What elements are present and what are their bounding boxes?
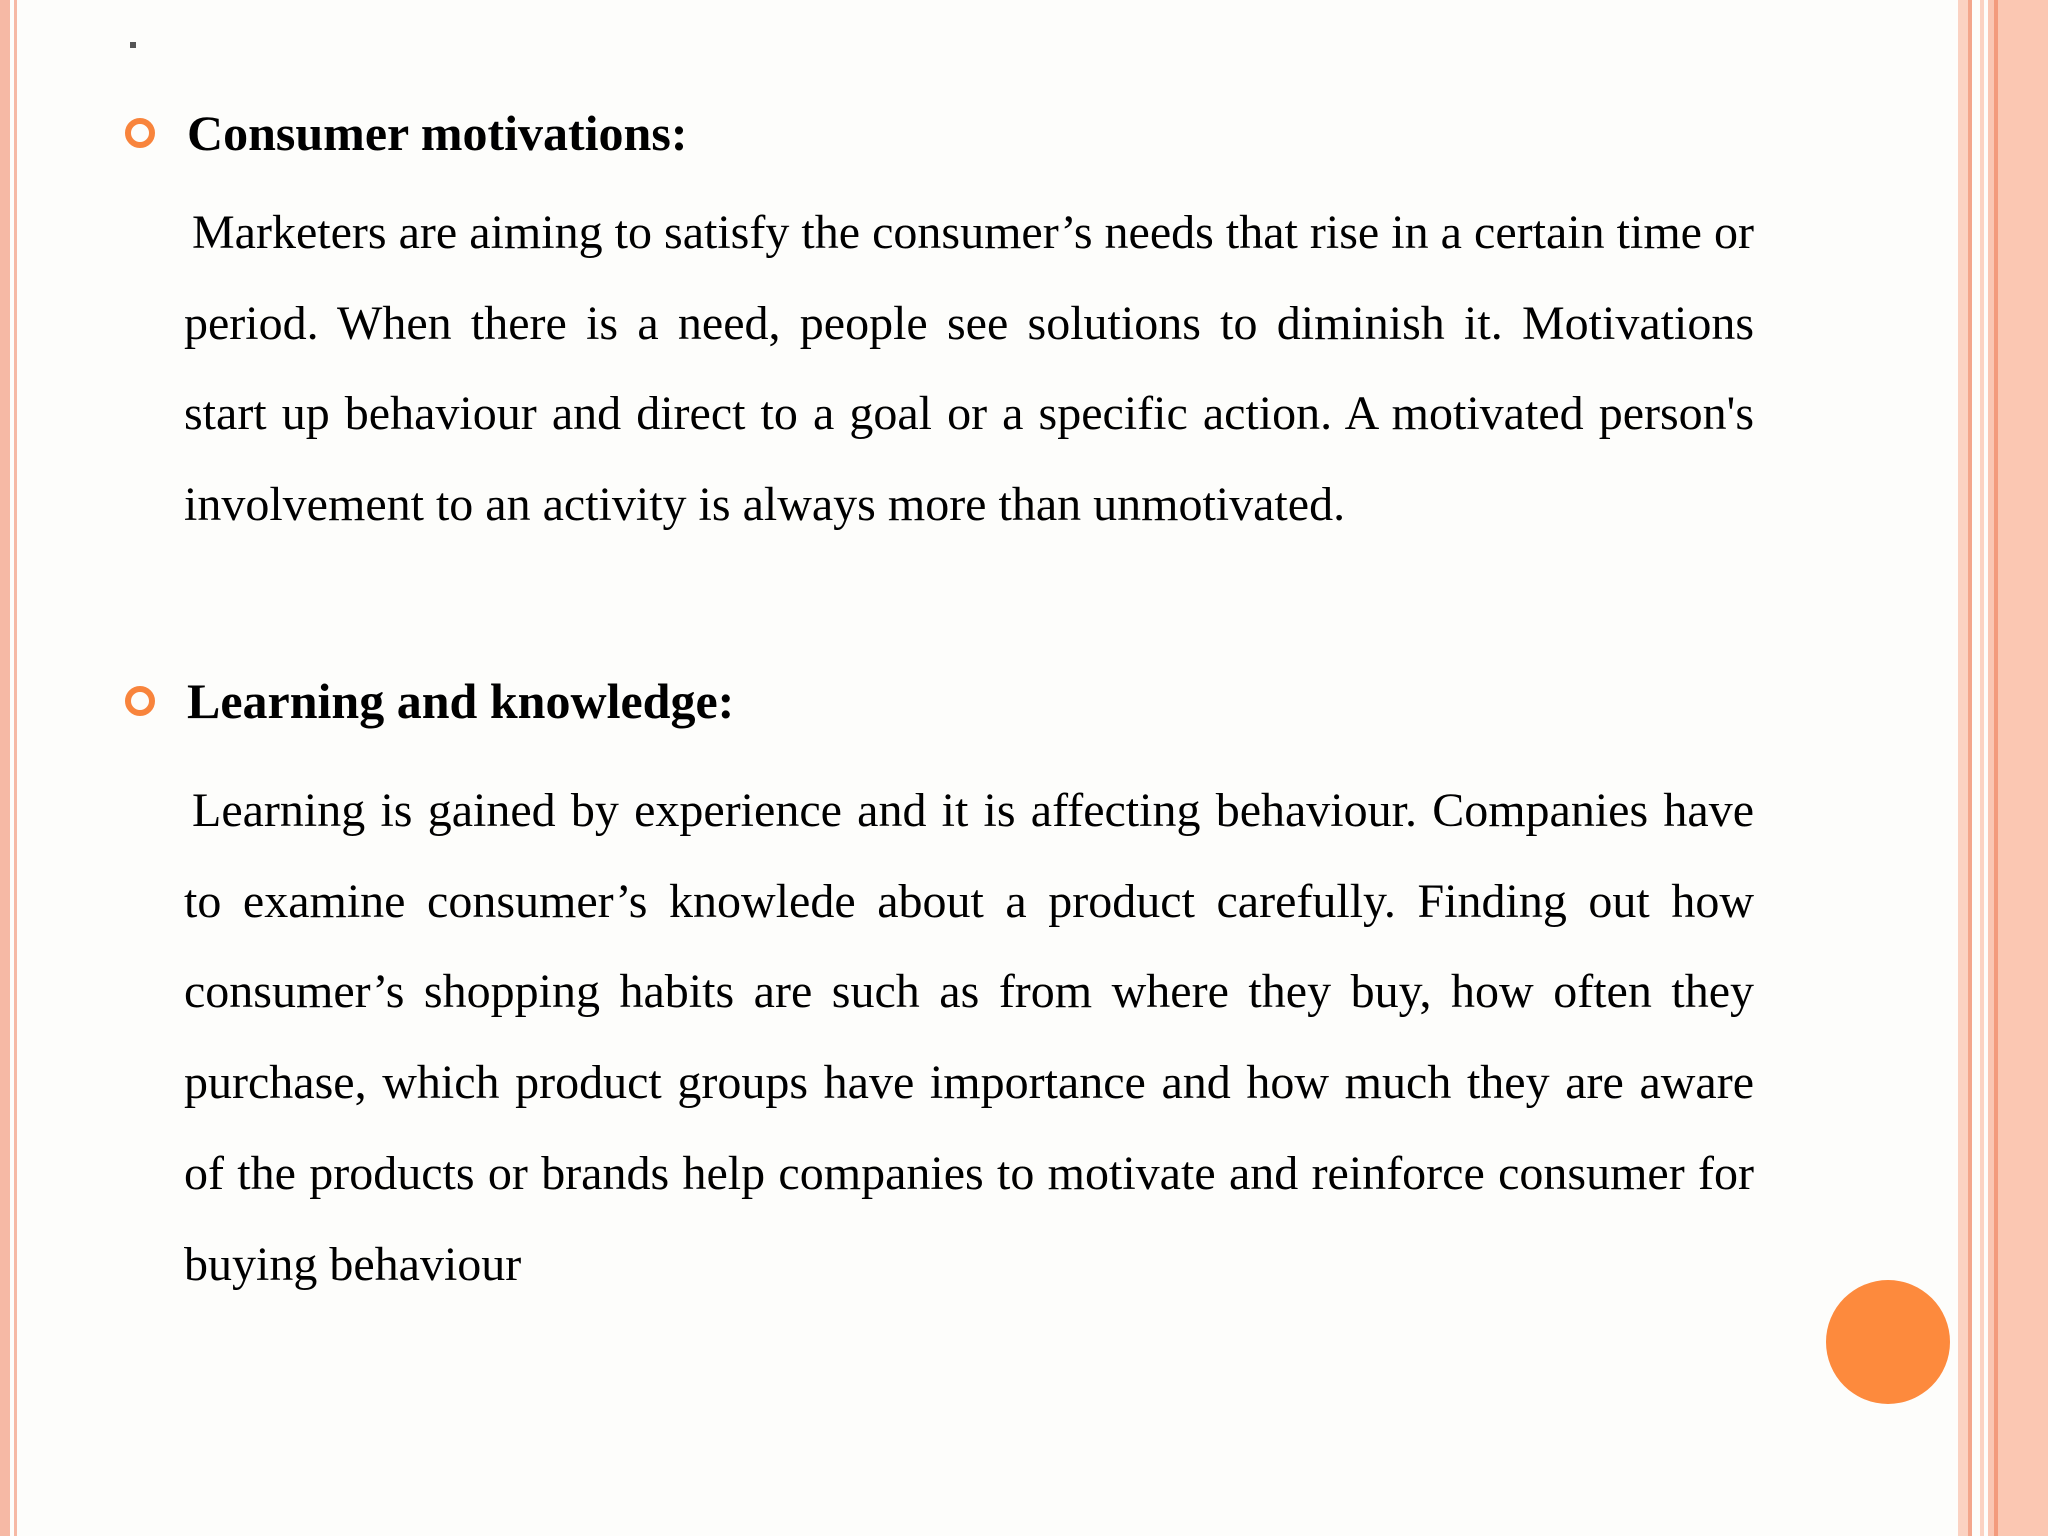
small-square-mark bbox=[130, 42, 136, 48]
paragraph-consumer-motivations: Marketers are aiming to satisfy the consumer’s needs that rise in a certain time or period. When there is a need, people see solutions to diminish it. Motivations start up behaviour and direct to a goal or a specific action. A motivated person's involvement to an activity is always more than unmotivated. bbox=[184, 206, 1754, 532]
right-border-stripe bbox=[1998, 0, 2048, 1536]
paragraph-learning-knowledge: Learning is gained by experience and it is affecting behaviour. Companies have to examine consumer’s knowlede about a product carefully. Finding out how consumer’s shopping habits are such as from where they buy, how often they purchase, which product groups have importance and how much they are aware of the products or brands help companies to motivate and reinforce consumer for buying behaviour bbox=[184, 784, 1754, 1291]
right-border-stripe bbox=[1958, 0, 1968, 1536]
section-heading-learning-knowledge bbox=[125, 672, 734, 730]
left-border-line bbox=[14, 0, 17, 1536]
left-border bbox=[0, 0, 10, 1536]
decorative-orange-circle bbox=[1826, 1280, 1950, 1404]
ring-bullet-icon bbox=[125, 118, 155, 148]
heading-text: Consumer motivations: bbox=[187, 105, 688, 161]
right-border-stripe bbox=[1980, 0, 1984, 1536]
heading-text: Learning and knowledge: bbox=[187, 673, 735, 729]
section-heading-consumer-motivations bbox=[125, 104, 687, 162]
ring-bullet-icon bbox=[125, 686, 155, 716]
right-border-stripe bbox=[1968, 0, 1972, 1536]
